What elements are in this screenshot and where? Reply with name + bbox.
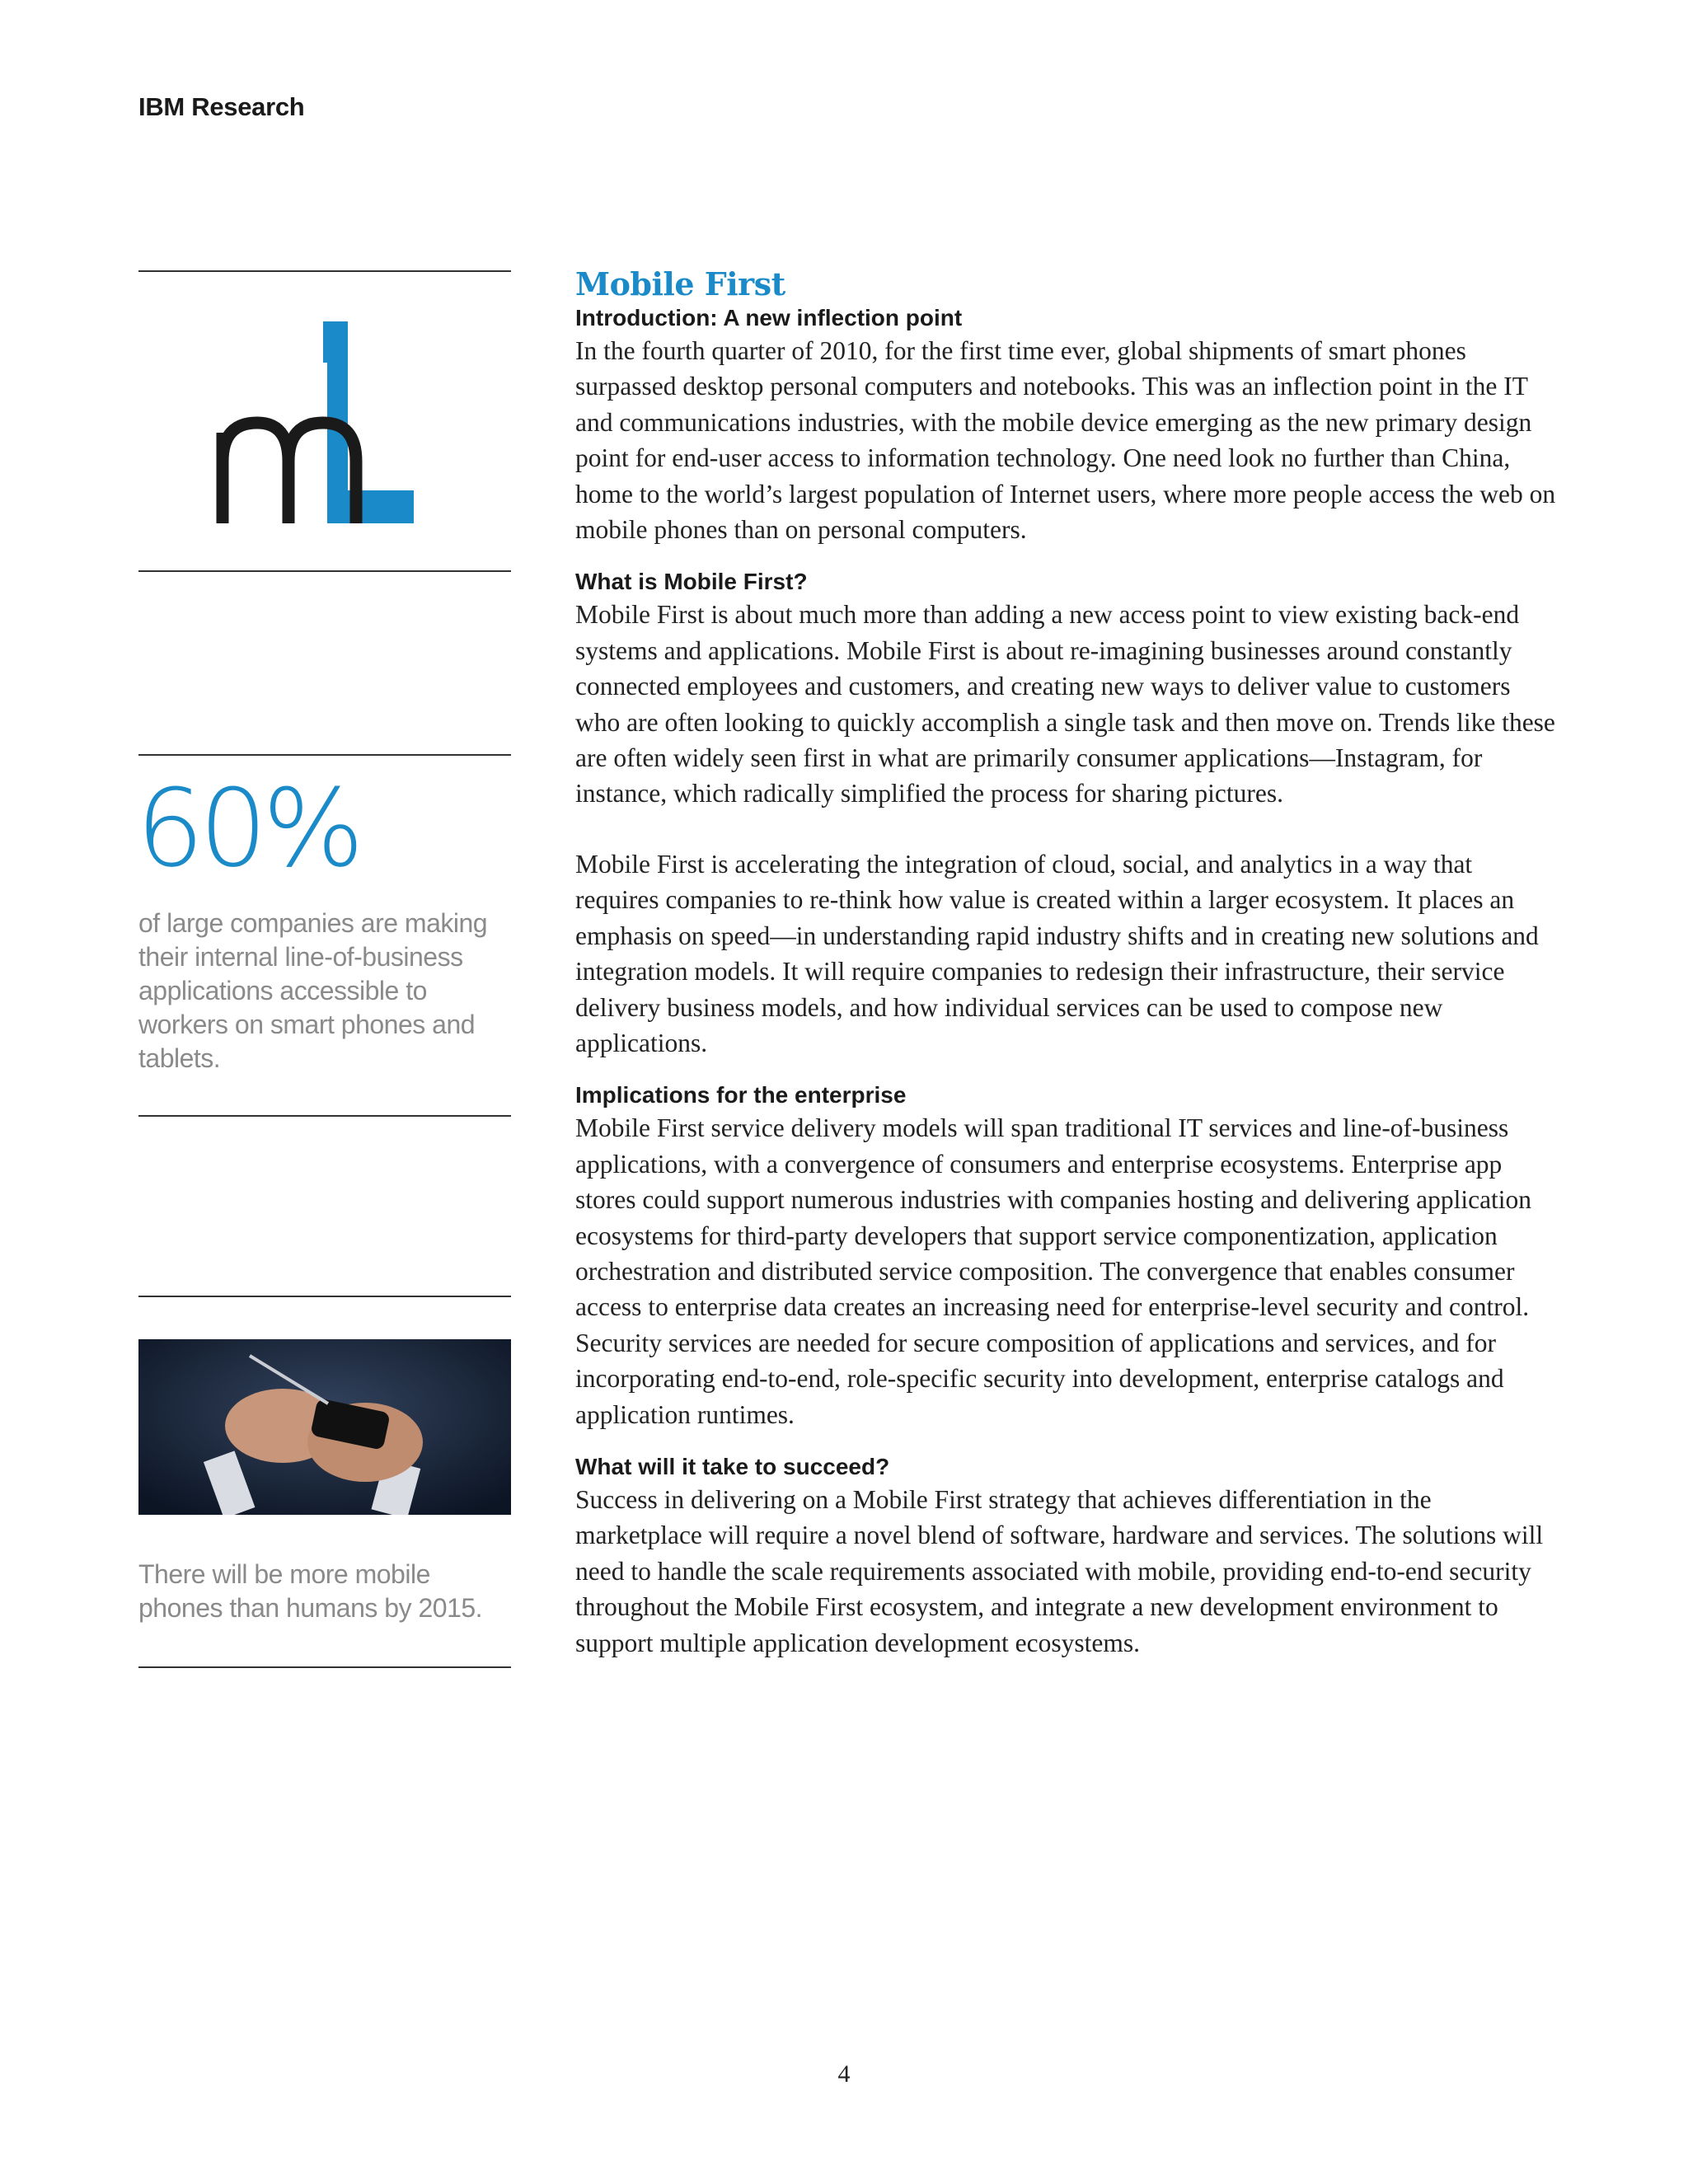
body-paragraph: Success in delivering on a Mobile First strategy that achieves differentiation in the marketplace will require a novel blend of software, hardware and services. The solutions will need to handle the scale requirements associated with mobile, providing end-to-end security throughout the Mobile First ecosystem, and integrate a new development environment to support multiple application development ecosystems. [575,1484,1544,1657]
main-article [575,265,1558,1661]
section-heading: Implications for the enterprise [575,1082,907,1108]
section-heading: What is Mobile First? [575,569,808,595]
section-heading: What will it take to succeed? [575,1453,890,1479]
stat-caption: of large companies are making their internal line-of-business applications accessible to workers on smart phones and tablets. [138,908,488,1073]
hands-phone-photo [138,1339,511,1515]
stat-value: 60% [136,766,359,891]
body-paragraph: Mobile First is about much more than adding a new access point to view existing back-end systems and applications. Mobile First is about re-imagining businesses around constantly connected employees and customers, and creating new ways to deliver value to customers who are often looking to quickly accomplish a single task and then move on. Trends like these are often widely seen first in what are primarily consumer applications—Instagram, for instance, which radically simplified the process for sharing pictures. [575,600,1555,808]
mobile-first-logo [216,317,422,527]
divider-rule [138,1296,511,1297]
divider-rule [138,570,511,572]
divider-rule [138,1115,511,1117]
divider-rule [138,1666,511,1668]
header-label: IBM Research [138,92,305,121]
body-paragraph: Mobile First service delivery models will span traditional IT services and line-of-business applications, with a convergence of consumers and enterprise ecosystems. Enterprise app stores could support numerous industries with companies hosting and delivering application ecosystems for third-party developers that support service componentization, application orchestration and distributed service composition. The convergence that enables consumer access to enterprise data creates an increasing need for enterprise-level security and control. Security services are needed for secure composition of applications and services, and for incorporating end-to-end, role-specific security into development, enterprise catalogs and application runtimes. [575,1113,1532,1429]
photo-caption: There will be more mobile phones than humans by 2015. [138,1559,483,1623]
divider-rule [138,270,511,272]
body-paragraph: Mobile First is accelerating the integration of cloud, social, and analytics in a way that requires companies to re-think how value is created within a larger ecosystem. It places an emphasis on speed—in understanding rapid industry shifts and in creating new solutions and integration models. It will require companies to redesign their infrastructure, their service delivery business models, and how individual services can be used to compose new applications. [575,849,1539,1057]
section-heading: Introduction: A new inflection point [575,305,963,330]
body-paragraph: In the fourth quarter of 2010, for the first time ever, global shipments of smart phones surpassed desktop personal computers and notebooks. This was an inflection point in the IT and communications industries, with the mobile device emerging as the new primary design point for end-user access to information technology. One need look no further than China, home to the world’s largest population of Internet users, where more people access the web on mobile phones than on personal computers. [575,336,1556,545]
page-title: Mobile First [575,265,785,302]
divider-rule [138,754,511,756]
page-number: 4 [837,2060,851,2088]
